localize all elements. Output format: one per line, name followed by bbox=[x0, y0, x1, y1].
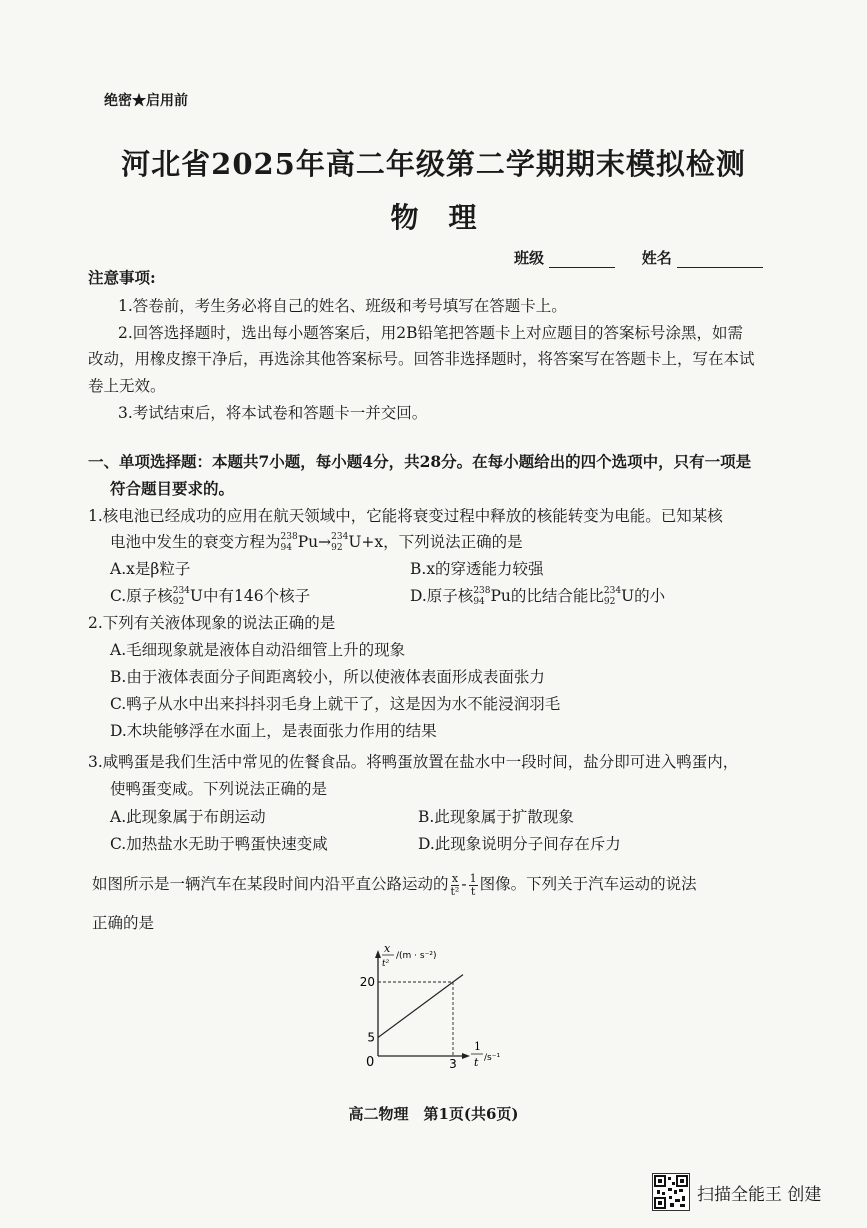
scanner-watermark: 扫描全能王 创建 bbox=[697, 1185, 822, 1205]
q3-stem-line-1: 3.咸鸭蛋是我们生活中常见的佐餐食品。将鸭蛋放置在盐水中一段时间，盐分即可进入鸭蛋内， bbox=[88, 753, 739, 771]
exam-title: 河北省2025年高二年级第二学期期末模拟检测 bbox=[121, 147, 746, 181]
x-label-den: t bbox=[474, 1056, 479, 1069]
decay-arrow: → bbox=[318, 533, 332, 551]
q2-option-a: A.毛细现象就是液体自动沿细管上升的现象 bbox=[110, 641, 406, 659]
q2-option-b: B.由于液体表面分子间距离较小，所以使液体表面形成表面张力 bbox=[110, 668, 545, 686]
notice-item-2-line-3: 卷上无效。 bbox=[88, 377, 166, 395]
x-label-num: 1 bbox=[474, 1040, 481, 1053]
x-label-unit: /s⁻¹ bbox=[484, 1053, 501, 1063]
q3-stem-line-2: 使鸭蛋变咸。下列说法正确的是 bbox=[110, 780, 328, 798]
q3-option-c: C.加热盐水无助于鸭蛋快速变咸 bbox=[110, 835, 328, 853]
x-axis-arrow bbox=[462, 1053, 470, 1059]
y-label-den: t² bbox=[382, 959, 390, 969]
y-label-unit: /(m · s⁻²) bbox=[396, 951, 437, 961]
notice-item-2-line-2: 改动，用橡皮擦干净后，再选涂其他答案标号。回答非选择题时，将答案写在答题卡上，写在本试 bbox=[88, 350, 755, 368]
q2-option-d: D.木块能够浮在水面上，是表面张力作用的结果 bbox=[110, 722, 437, 740]
q1-option-a: A.x是β粒子 bbox=[110, 560, 191, 578]
q4-frac-x-over-t2: $\frac{x}{\text{t²}}$ bbox=[450, 871, 460, 898]
q3-option-b: B.此现象属于扩散现象 bbox=[418, 808, 574, 826]
section-1-heading: 一、单项选择题：本题共7小题，每小题4分，共28分。在每小题给出的四个选项中，只有一项是 bbox=[88, 452, 752, 471]
q4-stem-line-1: 如图所示是一辆汽车在某段时间内沿平直公路运动的 $\frac{x}{\text{t²}}$ - $\frac{1}{t}$ 图像。下列关于汽车运动的说法 bbox=[92, 871, 697, 898]
q1-option-d: D.原子核$^{238}$ 94 Pu的比结合能比$^{234}$ 92 U的小 bbox=[410, 585, 666, 607]
q4-frac-1-over-t: $\frac{1}{t}$ bbox=[469, 871, 477, 898]
pu-nuclide: $^{238}$ 94 bbox=[280, 531, 298, 553]
class-name-line bbox=[514, 247, 763, 268]
q3-option-a: A.此现象属于布朗运动 bbox=[110, 808, 266, 826]
q1-stem-line-1: 1.核电池已经成功的应用在航天领域中，它能将衰变过程中释放的核能转变为电能。已知某核 bbox=[88, 507, 723, 525]
y-tick-label: 5 bbox=[367, 1030, 375, 1045]
series-line bbox=[378, 975, 463, 1038]
q3-option-d: D.此现象说明分子间存在斥力 bbox=[418, 835, 621, 853]
q4-stem-line-2: 正确的是 bbox=[92, 914, 155, 932]
subject-title: 物理 bbox=[390, 201, 507, 234]
notice-item-1: 1.答卷前，考生务必将自己的姓名、班级和考号填写在答题卡上。 bbox=[118, 297, 567, 315]
q2-stem: 2.下列有关液体现象的说法正确的是 bbox=[88, 614, 336, 632]
class-label: 班级 bbox=[514, 249, 545, 267]
y-label-num: x bbox=[384, 942, 391, 955]
notice-item-2-line-1: 2.回答选择题时，选出每小题答案后，用2B铅笔把答题卡上对应题目的答案标号涂黑，如需 bbox=[118, 324, 744, 342]
name-blank bbox=[677, 253, 763, 268]
x-tick-label: 3 bbox=[449, 1057, 457, 1070]
name-label: 姓名 bbox=[641, 249, 672, 267]
origin-label: 0 bbox=[366, 1055, 375, 1070]
class-blank bbox=[549, 253, 615, 268]
section-1-heading-cont: 符合题目要求的。 bbox=[110, 479, 235, 498]
q4-graph bbox=[348, 940, 518, 1070]
secret-label: 绝密★启用前 bbox=[104, 93, 188, 109]
y-tick-label: 20 bbox=[359, 975, 375, 989]
u-nuclide: $^{234}$ 92 bbox=[331, 531, 349, 553]
page-footer: 高二物理 第1页(共6页) bbox=[348, 1105, 519, 1123]
q1-stem-line-2: 电池中发生的衰变方程为$^{238}$ 94 Pu→$^{234}$ 92 U+x，下列说法正确的是 bbox=[110, 531, 523, 553]
q1-option-b: B.x的穿透能力较强 bbox=[410, 560, 544, 578]
q2-option-c: C.鸭子从水中出来抖抖羽毛身上就干了，这是因为水不能浸润羽毛 bbox=[110, 695, 561, 713]
q1-option-c: C.原子核$^{234}$ 92 U中有146个核子 bbox=[110, 585, 311, 607]
qr-code-icon bbox=[652, 1173, 690, 1211]
notice-item-3: 3.考试结束后，将本试卷和答题卡一并交回。 bbox=[118, 404, 428, 422]
notice-heading: 注意事项: bbox=[88, 268, 156, 287]
q1-text-a: 电池中发生的衰变方程为 bbox=[110, 533, 281, 551]
y-axis-arrow bbox=[375, 950, 381, 958]
